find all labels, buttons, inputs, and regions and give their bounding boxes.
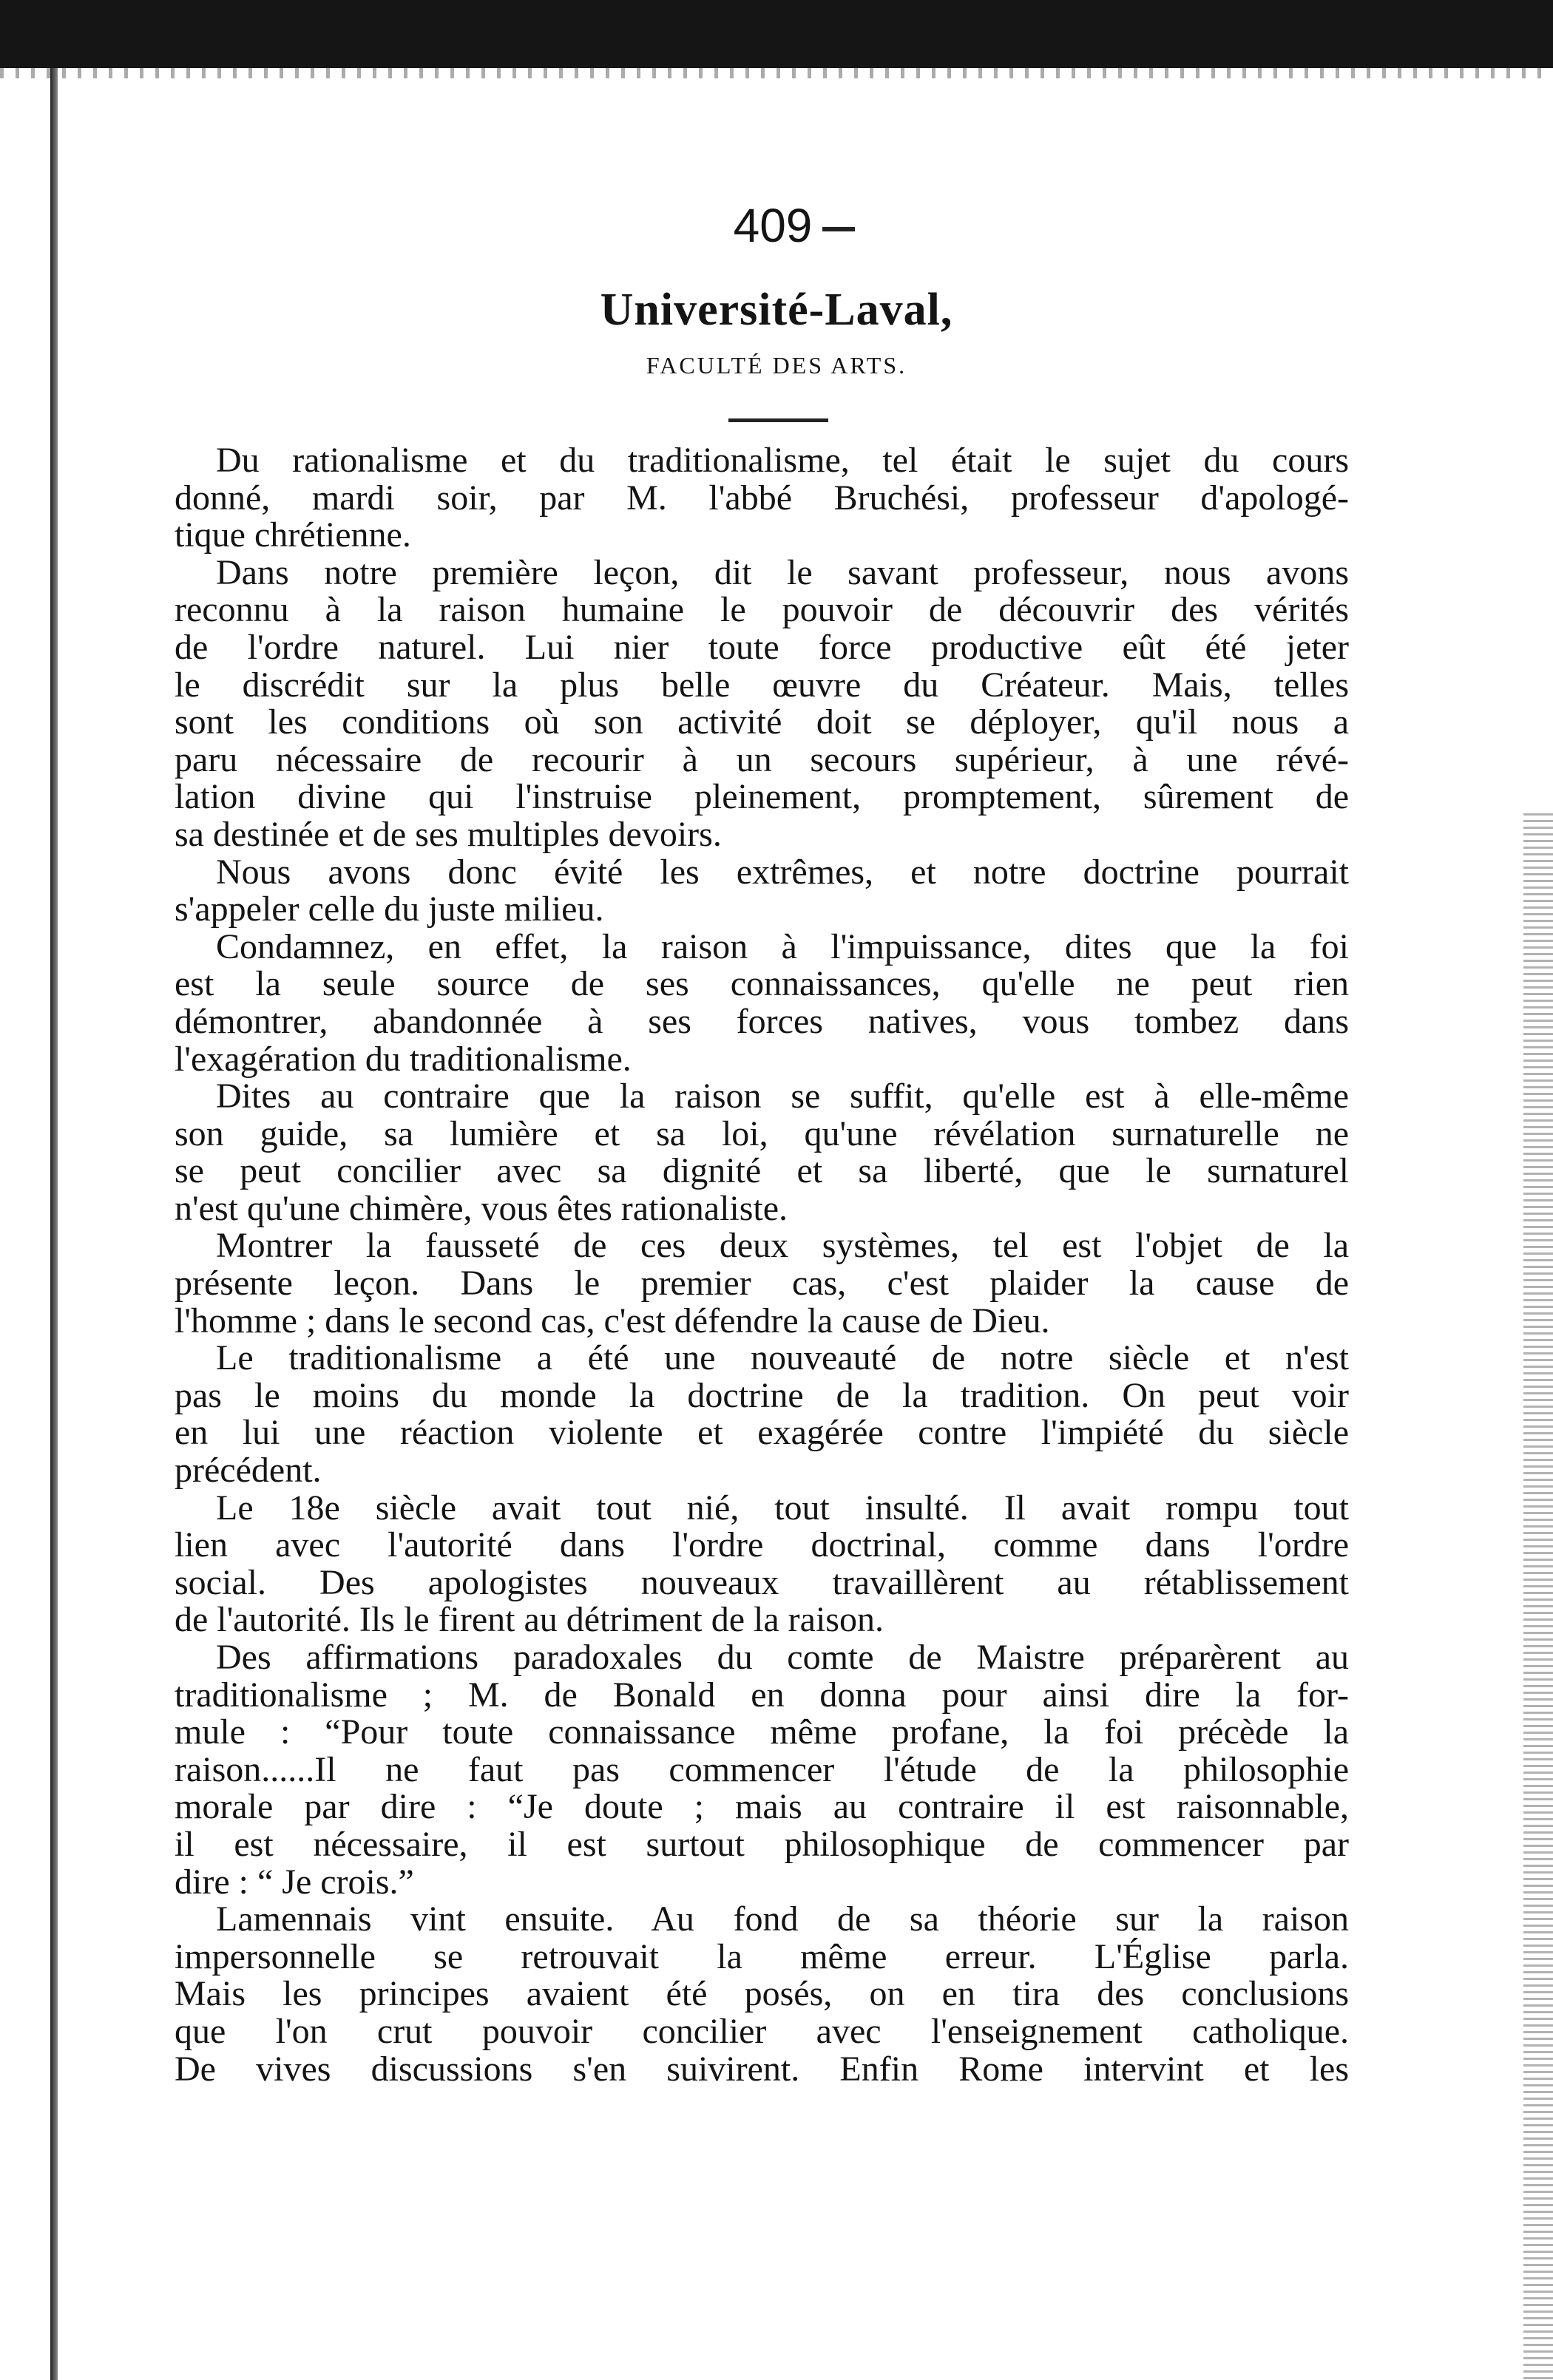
- page-number-dash: [822, 227, 855, 231]
- text-line: traditionalisme ; M. de Bonald en donna pour ainsi dire la for-: [175, 1675, 1349, 1715]
- text-line: Condamnez, en effet, la raison à l'impuissance, dites que la foi: [216, 926, 1349, 966]
- section-title: Université-Laval,: [600, 285, 953, 335]
- text-line: son guide, sa lumière et sa loi, qu'une révélation surnaturelle ne: [175, 1113, 1349, 1153]
- text-line: Des affirmations paradoxales du comte de Maistre préparèrent au: [216, 1638, 1349, 1677]
- text-line: Dites au contraire que la raison se suffit, qu'elle est à elle-même: [216, 1077, 1349, 1116]
- text-line: dire : “ Je crois.”: [175, 1862, 414, 1902]
- text-line: sa destinée et de ses multiples devoirs.: [175, 814, 722, 854]
- title-rule: [728, 418, 828, 422]
- text-line: le discrédit sur la plus belle œuvre du Créateur. Mais, telles: [175, 665, 1349, 705]
- text-line: l'exagération du traditionalisme.: [175, 1039, 632, 1079]
- text-line: Dans notre première leçon, dit le savant professeur, nous avons: [216, 552, 1349, 592]
- page-number: 409: [0, 198, 1553, 253]
- text-line: tique chrétienne.: [175, 515, 411, 555]
- text-line: précédent.: [175, 1451, 322, 1491]
- text-line: Le 18e siècle avait tout nié, tout insulté. Il avait rompu tout: [216, 1488, 1349, 1528]
- text-line: s'appeler celle du juste milieu.: [175, 889, 604, 929]
- article-body: [175, 442, 1349, 2088]
- text-line: raison......Il ne faut pas commencer l'étude de la philosophie: [175, 1749, 1349, 1789]
- text-line: il est nécessaire, il est surtout philosophique de commencer par: [175, 1824, 1349, 1864]
- text-line: présente leçon. Dans le premier cas, c'est plaider la cause de: [175, 1264, 1349, 1303]
- text-line: donné, mardi soir, par M. l'abbé Bruchési, professeur d'apologé-: [175, 478, 1349, 518]
- scan-left-border: [50, 68, 58, 2380]
- text-line: de l'autorité. Ils le firent au détriment de la raison.: [175, 1600, 884, 1640]
- text-line: se peut concilier avec sa dignité et sa liberté, que le surnaturel: [175, 1151, 1349, 1191]
- text-line: lien avec l'autorité dans l'ordre doctrinal, comme dans l'ordre: [175, 1525, 1349, 1565]
- text-line: reconnu à la raison humaine le pouvoir de découvrir des vérités: [175, 590, 1349, 630]
- text-line: impersonnelle se retrouvait la même erreur. L'Église parla.: [175, 1936, 1349, 1976]
- text-line: Lamennais vint ensuite. Au fond de sa théorie sur la raison: [216, 1899, 1349, 1939]
- text-line: morale par dire : “Je doute ; mais au contraire il est raisonnable,: [175, 1787, 1349, 1827]
- text-line: Mais les principes avaient été posés, on en tira des conclusions: [175, 1974, 1349, 2014]
- text-line: Montrer la fausseté de ces deux systèmes, tel est l'objet de la: [216, 1226, 1349, 1266]
- text-line: Du rationalisme et du traditionalisme, tel était le sujet du cours: [216, 441, 1349, 480]
- text-line: Le traditionalisme a été une nouveauté de notre siècle et n'est: [216, 1338, 1349, 1378]
- text-line: social. Des apologistes nouveaux travaillèrent au rétablissement: [175, 1562, 1349, 1602]
- text-line: sont les conditions où son activité doit se déployer, qu'il nous a: [175, 702, 1349, 742]
- text-line: De vives discussions s'en suivirent. Enfin Rome intervint et les: [175, 2049, 1349, 2089]
- text-line: en lui une réaction violente et exagérée contre l'impiété du siècle: [175, 1413, 1349, 1453]
- text-line: pas le moins du monde la doctrine de la tradition. On peut voir: [175, 1375, 1349, 1415]
- text-line: n'est qu'une chimère, vous êtes rationaliste.: [175, 1188, 788, 1228]
- section-subtitle: FACULTÉ DES ARTS.: [646, 352, 907, 379]
- text-line: lation divine qui l'instruise pleinement, promptement, sûrement de: [175, 777, 1349, 817]
- scan-right-edge-noise: [1523, 813, 1553, 2380]
- text-line: démontrer, abandonnée à ses forces natives, vous tombez dans: [175, 1001, 1349, 1041]
- scan-top-border: [0, 0, 1553, 68]
- text-line: de l'ordre naturel. Lui nier toute force productive eût été jeter: [175, 627, 1349, 667]
- text-line: que l'on crut pouvoir concilier avec l'enseignement catholique.: [175, 2011, 1349, 2051]
- text-line: paru nécessaire de recourir à un secours supérieur, à une révé-: [175, 739, 1349, 779]
- text-line: l'homme ; dans le second cas, c'est défendre la cause de Dieu.: [175, 1301, 1050, 1340]
- text-line: mule : “Pour toute connaissance même profane, la foi précède la: [175, 1712, 1349, 1752]
- text-line: est la seule source de ses connaissances, qu'elle ne peut rien: [175, 964, 1349, 1004]
- text-line: Nous avons donc évité les extrêmes, et notre doctrine pourrait: [216, 852, 1349, 892]
